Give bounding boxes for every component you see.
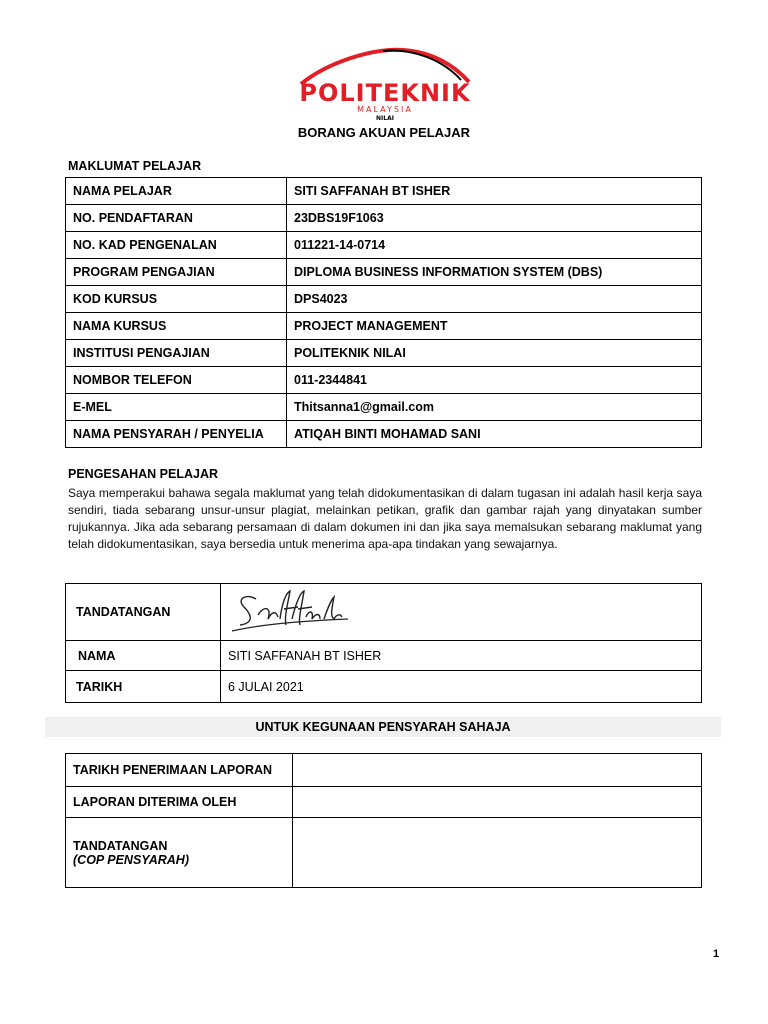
table-row — [66, 754, 702, 787]
row-label: E-MEL — [66, 394, 287, 421]
signature-label-text: TANDATANGAN — [73, 838, 168, 853]
row-value: ATIQAH BINTI MOHAMAD SANI — [287, 421, 702, 448]
lecturer-signature-field[interactable] — [293, 818, 702, 888]
row-value: POLITEKNIK NILAI — [287, 340, 702, 367]
received-date-label: TARIKH PENERIMAAN LAPORAN — [66, 754, 293, 787]
signature-label: TANDATANGAN — [66, 584, 221, 641]
logo-country: MALAYSIA — [357, 105, 413, 114]
table-row — [66, 421, 702, 448]
handwritten-signature — [228, 585, 358, 637]
row-label: PROGRAM PENGAJIAN — [66, 259, 287, 286]
table-row — [66, 178, 702, 205]
politeknik-logo — [283, 44, 487, 124]
row-value: 011-2344841 — [287, 367, 702, 394]
table-row — [66, 671, 702, 703]
row-value: 011221-14-0714 — [287, 232, 702, 259]
table-row — [66, 787, 702, 818]
received-date-field[interactable] — [293, 754, 702, 787]
logo-campus: NILAI — [376, 115, 394, 122]
row-label: NAMA PENSYARAH / PENYELIA — [66, 421, 287, 448]
student-info-heading: MAKLUMAT PELAJAR — [68, 159, 202, 173]
row-value: 23DBS19F1063 — [287, 205, 702, 232]
lecturer-only-banner: UNTUK KEGUNAAN PENSYARAH SAHAJA — [45, 717, 721, 737]
row-label: NAMA KURSUS — [66, 313, 287, 340]
table-row — [66, 205, 702, 232]
table-row — [66, 286, 702, 313]
lecturer-signature-label — [66, 818, 293, 888]
row-value: SITI SAFFANAH BT ISHER — [287, 178, 702, 205]
table-row — [66, 367, 702, 394]
row-label: NO. KAD PENGENALAN — [66, 232, 287, 259]
politeknik-logo-graphic — [283, 44, 487, 124]
declaration-text: Saya memperakui bahawa segala maklumat yang telah didokumentasikan di dalam tugasan ini adalah hasil kerja saya sendiri, tiada sebarang unsur-unsur plagiat, melainkan petikan, grafik dan gambar rajah yang dinyatakan sumber rujukannya. Jika ada sebarang persamaan di dalam dokumen ini dan jika saya memalsukan sebarang maklumat yang telah didokumentasikan, saya bersedia untuk menerima apa-apa tindakan yang sewajarnya. — [68, 486, 702, 551]
row-label: NAMA PELAJAR — [66, 178, 287, 205]
received-by-field[interactable] — [293, 787, 702, 818]
student-signoff-table — [65, 583, 702, 703]
table-row — [66, 584, 702, 641]
row-value: Thitsanna1@gmail.com — [287, 394, 702, 421]
stamp-label: (COP PENSYARAH) — [73, 852, 189, 867]
signature-cell — [221, 584, 702, 641]
table-row — [66, 818, 702, 888]
form-title: BORANG AKUAN PELAJAR — [297, 125, 471, 140]
row-value: DPS4023 — [287, 286, 702, 313]
table-row — [66, 259, 702, 286]
name-label: NAMA — [66, 641, 221, 671]
name-value: SITI SAFFANAH BT ISHER — [221, 641, 702, 671]
declaration-heading: PENGESAHAN PELAJAR — [68, 467, 219, 481]
row-value: PROJECT MANAGEMENT — [287, 313, 702, 340]
row-label: KOD KURSUS — [66, 286, 287, 313]
table-row — [66, 394, 702, 421]
received-by-label: LAPORAN DITERIMA OLEH — [66, 787, 293, 818]
student-info-table — [65, 177, 702, 448]
date-value: 6 JULAI 2021 — [221, 671, 702, 703]
row-label: INSTITUSI PENGAJIAN — [66, 340, 287, 367]
table-row — [66, 641, 702, 671]
logo-brand: POLITEKNIK — [299, 79, 471, 107]
table-row — [66, 313, 702, 340]
row-label: NO. PENDAFTARAN — [66, 205, 287, 232]
row-value: DIPLOMA BUSINESS INFORMATION SYSTEM (DBS) — [287, 259, 702, 286]
row-label: NOMBOR TELEFON — [66, 367, 287, 394]
table-row — [66, 340, 702, 367]
table-row — [66, 232, 702, 259]
date-label: TARIKH — [66, 671, 221, 703]
page-number: 1 — [713, 948, 720, 960]
lecturer-table — [65, 753, 702, 888]
